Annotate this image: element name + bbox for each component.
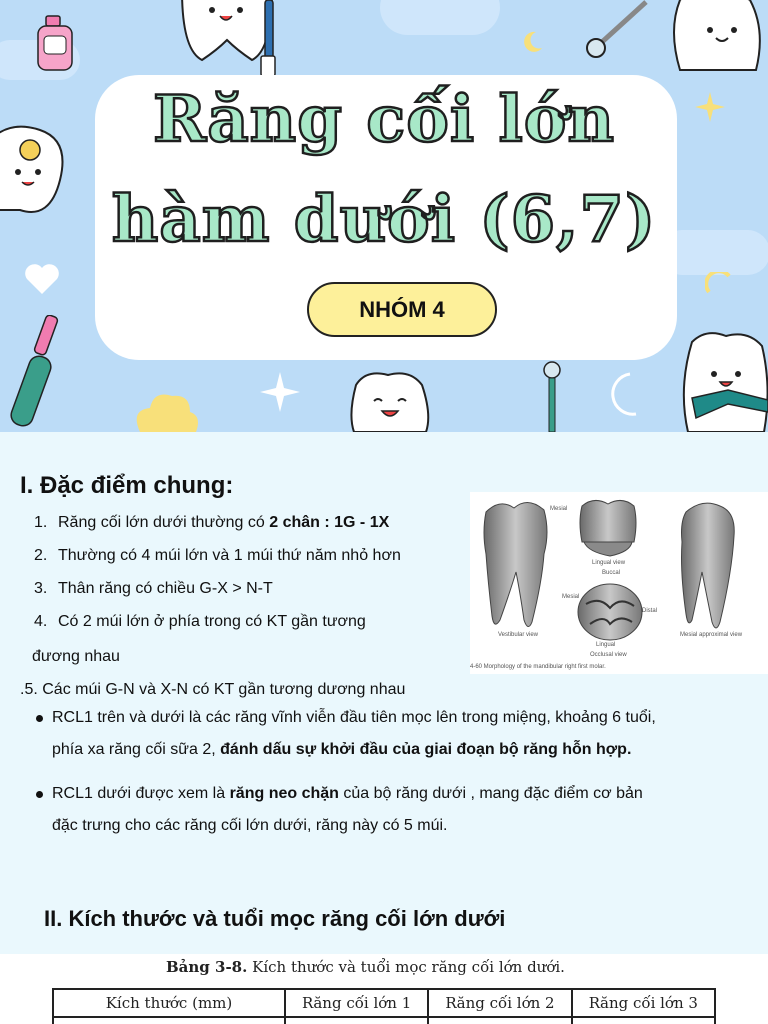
title-banner (0, 0, 768, 432)
section-heading-general: I. Đặc điểm chung: (20, 472, 234, 499)
tooth-character-icon (660, 0, 768, 90)
mouthwash-bottle-icon (34, 14, 84, 74)
moon-icon (705, 272, 733, 298)
table-header-row (53, 989, 715, 1017)
laughing-tooth-icon (340, 365, 440, 432)
molar-illustration (470, 492, 768, 674)
list-item: 2. Thường có 4 múi lớn và 1 múi thứ năm nhỏ hơn (34, 547, 401, 564)
section-heading-size: II. Kích thước và tuổi mọc răng cối lớn dưới (44, 906, 506, 931)
table-header-cell: Răng cối lớn 2 (428, 989, 571, 1017)
content-area (0, 432, 768, 1024)
dental-mirror-icon (580, 0, 650, 60)
table-row (53, 1017, 715, 1024)
group-badge: NHÓM 4 (307, 282, 497, 337)
bullet-list (34, 702, 760, 842)
numbered-list (34, 512, 464, 644)
table-caption: Bảng 3-8. Kích thước và tuổi mọc răng cối lớn dưới. (166, 958, 565, 976)
table-header-cell: Kích thước (mm) (53, 989, 285, 1017)
molar-morphology-figure: Mesial Lingual view Buccal Mesial Distal Lingual Vestibular view Occlusal view Mesial approximal view 4-60 Morphology of the mandibular right first molar. (470, 492, 768, 674)
list-item: 4. Có 2 múi lớn ở phía trong có KT gần tương (34, 613, 366, 630)
cloud-decoration (380, 0, 500, 35)
list-item: 1. Răng cối lớn dưới thường có 2 chân : 1G - 1X (34, 514, 390, 531)
cloud-icon (130, 390, 200, 432)
electric-toothbrush-icon (10, 315, 70, 430)
table-header-cell: Răng cối lớn 3 (572, 989, 715, 1017)
sparkle-icon (260, 372, 300, 412)
dimension-table (52, 988, 716, 1024)
bullet-item: RCL1 dưới được xem là răng neo chặn của bộ răng dưới , mang đặc điểm cơ bản đặc trưng cho các răng cối lớn dưới, răng này có 5 múi. (34, 778, 760, 842)
bullet-item: RCL1 trên và dưới là các răng vĩnh viễn đầu tiên mọc lên trong miệng, khoảng 6 tuổi, phía xa răng cối sữa 2, đánh dấu sự khởi đầu của giai đoạn bộ răng hỗn hợp. (34, 702, 760, 766)
list-item: 3. Thân răng có chiều G-X > N-T (34, 580, 273, 597)
table-section (0, 954, 768, 1024)
dental-probe-icon (540, 360, 564, 432)
toothbrush-icon (255, 0, 285, 80)
list-item-continuation: đương nhau (32, 648, 120, 665)
page-title-line-2: hàm dưới (6,7) (111, 182, 657, 257)
moon-outline-icon (600, 370, 640, 420)
figure-caption: 4-60 Morphology of the mandibular right first molar. (470, 664, 606, 670)
moon-icon (520, 30, 544, 54)
tooth-bowtie-icon (672, 328, 768, 432)
heart-icon (24, 262, 60, 296)
list-item: .5. Các múi G-N và X-N có KT gần tương dương nhau (20, 681, 406, 698)
table-header-cell: Răng cối lớn 1 (285, 989, 428, 1017)
page-title-line-1: Răng cối lớn (153, 82, 615, 157)
